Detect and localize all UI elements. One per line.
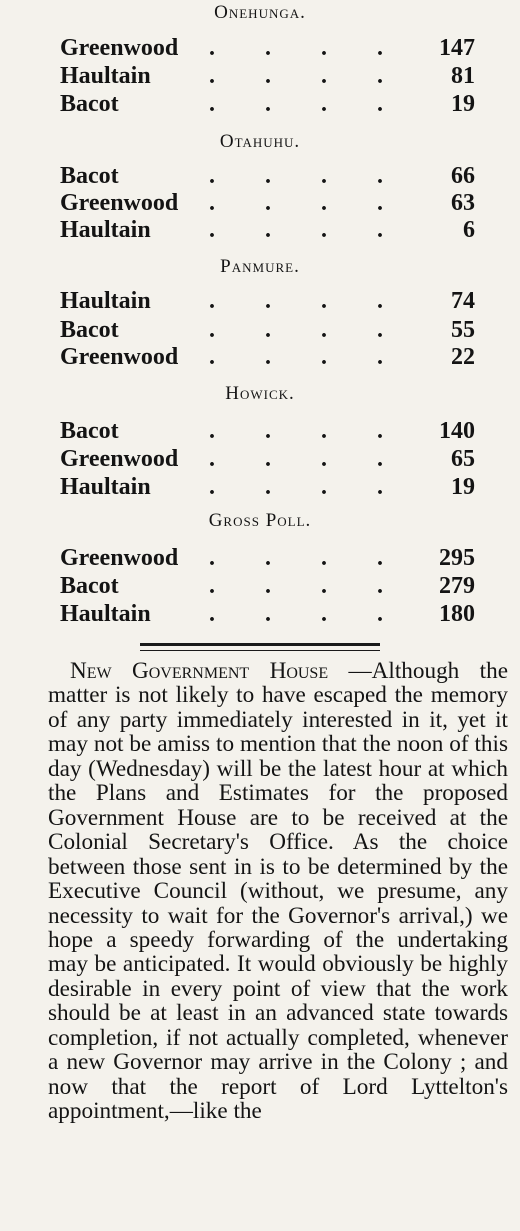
poll-row <box>60 91 475 117</box>
leader-dots: . . . . <box>209 545 405 571</box>
section-heading-panmure: Panmure. <box>220 256 300 277</box>
candidate-name: Haultain <box>60 601 151 627</box>
poll-row <box>60 190 475 216</box>
leader-dots: . . . . <box>209 418 405 444</box>
leader-dots: . . . . <box>209 163 405 189</box>
candidate-name: Haultain <box>60 63 151 89</box>
vote-count: 63 <box>451 190 475 216</box>
candidate-name: Greenwood <box>60 446 179 472</box>
candidate-name: Bacot <box>60 163 119 189</box>
candidate-name: Bacot <box>60 317 119 343</box>
poll-row <box>60 601 475 627</box>
section-heading-onehunga: Onehunga. <box>214 2 306 23</box>
vote-count: 22 <box>451 344 475 370</box>
poll-row <box>60 344 475 370</box>
poll-row <box>60 418 475 444</box>
candidate-name: Bacot <box>60 91 119 117</box>
candidate-name: Bacot <box>60 418 119 444</box>
poll-row <box>60 63 475 89</box>
candidate-name: Haultain <box>60 288 151 314</box>
article-body: —Although the matter is not likely to have escaped the memory of any party immediately interested in it, yet it may not be amiss to mention that the noon of this day (Wednesday) will be the latest hour at which the Plans and Estimates for the proposed Government House are to be received at the Colonial Secretary's Office. As the choice between those sent in is to be determined by the Executive Council (without, we presume, any necessity to wait for the Governor's arrival,) we hope a speedy forwarding of the undertaking may be anticipated. It would obviously be highly desirable in every point of view that the work should be at least in an advanced state towards completion, if not actually completed, whenever a new Governor may arrive in the Colony ; and now that the report of Lord Lyttelton's appointment,—like the <box>48 658 508 1125</box>
vote-count: 74 <box>451 288 475 314</box>
vote-count: 65 <box>451 446 475 472</box>
section-heading-howick: Howick. <box>225 383 295 404</box>
candidate-name: Greenwood <box>60 190 179 216</box>
leader-dots: . . . . <box>209 91 405 117</box>
poll-row <box>60 163 475 189</box>
section-heading-otahuhu: Otahuhu. <box>219 131 301 152</box>
poll-row <box>60 446 475 472</box>
candidate-name: Greenwood <box>60 35 179 61</box>
poll-row <box>60 217 475 243</box>
vote-count: 147 <box>439 35 475 61</box>
section-heading-gross-poll: Gross Poll. <box>208 510 312 531</box>
leader-dots: . . . . <box>209 288 405 314</box>
vote-count: 279 <box>439 573 475 599</box>
leader-dots: . . . . <box>209 190 405 216</box>
vote-count: 19 <box>451 91 475 117</box>
vote-count: 6 <box>463 217 475 243</box>
divider-rule <box>140 650 380 651</box>
poll-row <box>60 474 475 500</box>
candidate-name: Greenwood <box>60 344 179 370</box>
leader-dots: . . . . <box>209 35 405 61</box>
poll-row <box>60 317 475 343</box>
leader-dots: . . . . <box>209 63 405 89</box>
article-paragraph <box>48 659 508 1124</box>
article-lead: New Government House <box>70 658 329 684</box>
vote-count: 66 <box>451 163 475 189</box>
vote-count: 180 <box>439 601 475 627</box>
leader-dots: . . . . <box>209 217 405 243</box>
divider-rule <box>140 643 380 646</box>
leader-dots: . . . . <box>209 344 405 370</box>
vote-count: 140 <box>439 418 475 444</box>
poll-row <box>60 288 475 314</box>
leader-dots: . . . . <box>209 474 405 500</box>
vote-count: 295 <box>439 545 475 571</box>
leader-dots: . . . . <box>209 317 405 343</box>
poll-row <box>60 573 475 599</box>
vote-count: 81 <box>451 63 475 89</box>
leader-dots: . . . . <box>209 446 405 472</box>
candidate-name: Haultain <box>60 474 151 500</box>
candidate-name: Haultain <box>60 217 151 243</box>
leader-dots: . . . . <box>209 573 405 599</box>
poll-row <box>60 35 475 61</box>
leader-dots: . . . . <box>209 601 405 627</box>
candidate-name: Greenwood <box>60 545 179 571</box>
vote-count: 19 <box>451 474 475 500</box>
vote-count: 55 <box>451 317 475 343</box>
poll-row <box>60 545 475 571</box>
candidate-name: Bacot <box>60 573 119 599</box>
